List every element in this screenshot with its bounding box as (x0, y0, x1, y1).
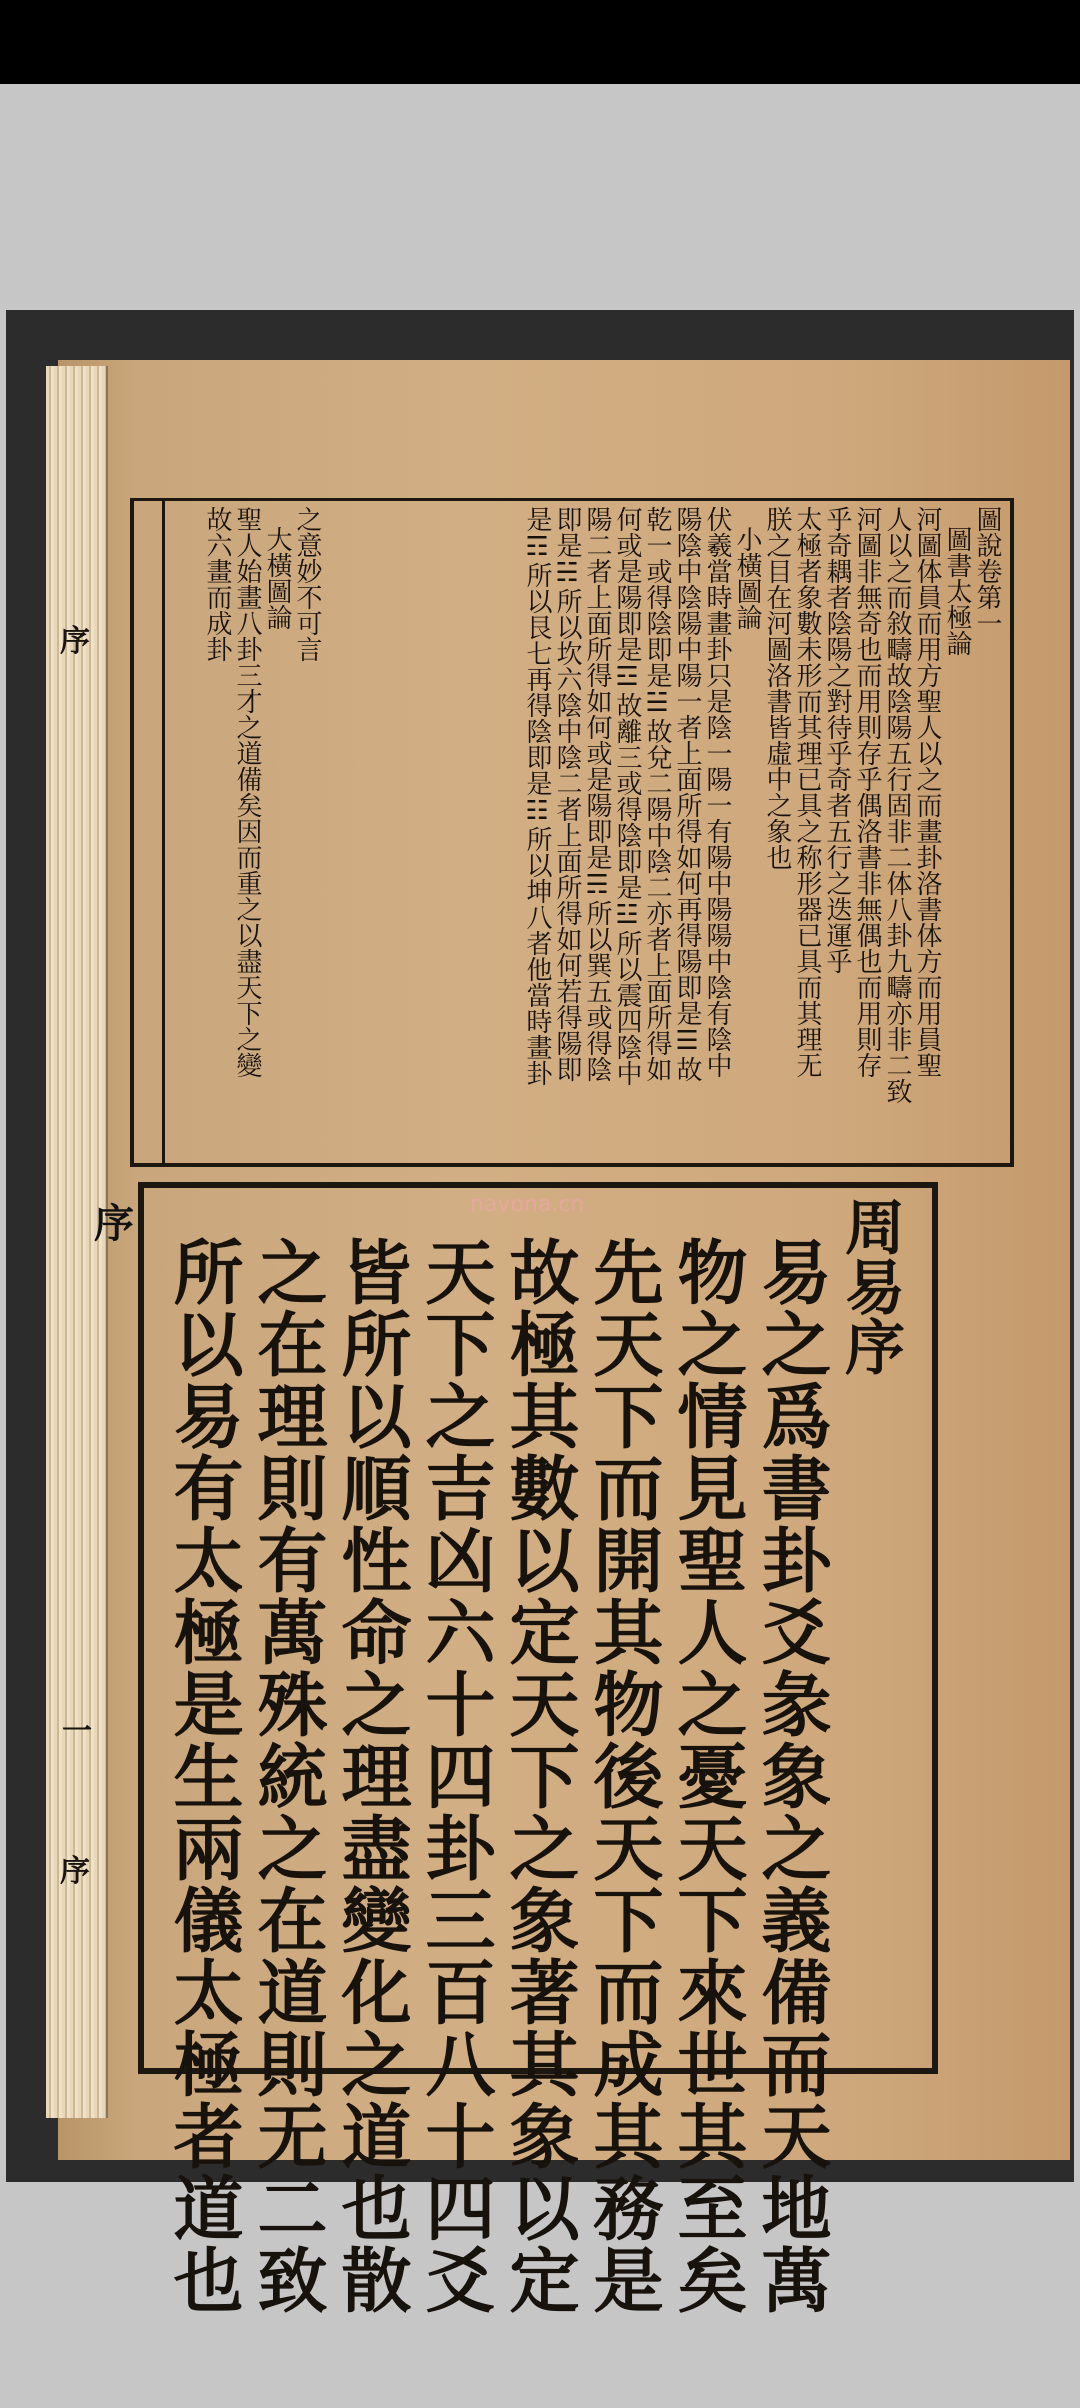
upper-column: 陽二者上面所得如何或是陽即是☴所以巽五或得陰 (582, 506, 612, 1082)
top-bar (0, 0, 1080, 84)
lower-column: 皆所以順性命之理盡變化之道也散 (330, 1236, 413, 2316)
lower-column: 之在理則有萬殊統之在道則无二致 (246, 1236, 329, 2316)
upper-column: 太極者象數未形而其理已具之称形器已具而其理无 (792, 506, 822, 1078)
upper-column: 乾一或得陰即是☱故兌二陽中陰二亦者上面所得如 (642, 506, 672, 1082)
lower-title: 周易序 (835, 1196, 905, 1376)
upper-column: 聖人始畫八卦三才之道備矣因而重之以盡天下之變 (232, 506, 262, 1078)
upper-column: 朕之目在河圖洛書皆虛中之象也 (762, 506, 792, 870)
upper-column: 河圖非無奇也而用則存乎偶洛書非無偶也而用則存 (852, 506, 882, 1078)
upper-column: 人以之而敘疇故陰陽五行固非二体八卦九疇亦非二致 (882, 506, 912, 1104)
upper-column: 乎奇耦者陰陽之對待乎奇者五行之迭運乎 (822, 506, 852, 974)
upper-column: 即是☵所以坎六陰中陰二者上面所得如何若得陽即 (552, 506, 582, 1082)
upper-column: 圖說卷第一 (972, 506, 1002, 636)
lower-column: 先天下而開其物後天下而成其務是 (582, 1236, 665, 2316)
lower-column: 物之情見聖人之憂天下來世其至矣 (666, 1236, 749, 2316)
upper-column: 是☶所以艮七再得陰即是☷所以坤八者他當時畫卦 (522, 506, 552, 1086)
lower-column: 故極其數以定天下之象著其象以定 (498, 1236, 581, 2316)
fore-edge-char: 序 (60, 624, 90, 659)
upper-column: 陽陰中陰陽中陽一者上面所得如何再得陽即是☰故 (672, 506, 702, 1082)
upper-column: 圖書太極論 (942, 526, 972, 656)
watermark: navona.cn (470, 1192, 585, 1217)
lower-column: 易之爲書卦爻彖象之義備而天地萬 (750, 1236, 833, 2316)
upper-column: 故六畫而成卦 (202, 506, 232, 662)
upper-column: 之意妙不可言 (292, 506, 322, 662)
fore-edge-char: 一 (62, 1714, 92, 1749)
upper-column: 河圖体員而用方聖人以之而畫卦洛書体方而用員聖 (912, 506, 942, 1078)
upper-column: 小橫圖論 (732, 526, 762, 630)
lower-column: 天下之吉凶六十四卦三百八十四爻 (414, 1236, 497, 2316)
upper-column: 大橫圖論 (262, 526, 292, 630)
lower-margin-tab (88, 1182, 141, 2062)
lower-column: 所以易有太極是生兩儀太極者道也 (162, 1236, 245, 2316)
upper-column: 何或是陽即是☲故離三或得陰即是☳所以震四陰中 (612, 506, 642, 1086)
fore-edge-char: 序 (60, 1854, 90, 1889)
lower-tab-char: 序 (94, 1200, 134, 1247)
upper-column: 伏羲當時畫卦只是陰一陽一有陽中陽陽中陰有陰中 (702, 506, 732, 1078)
